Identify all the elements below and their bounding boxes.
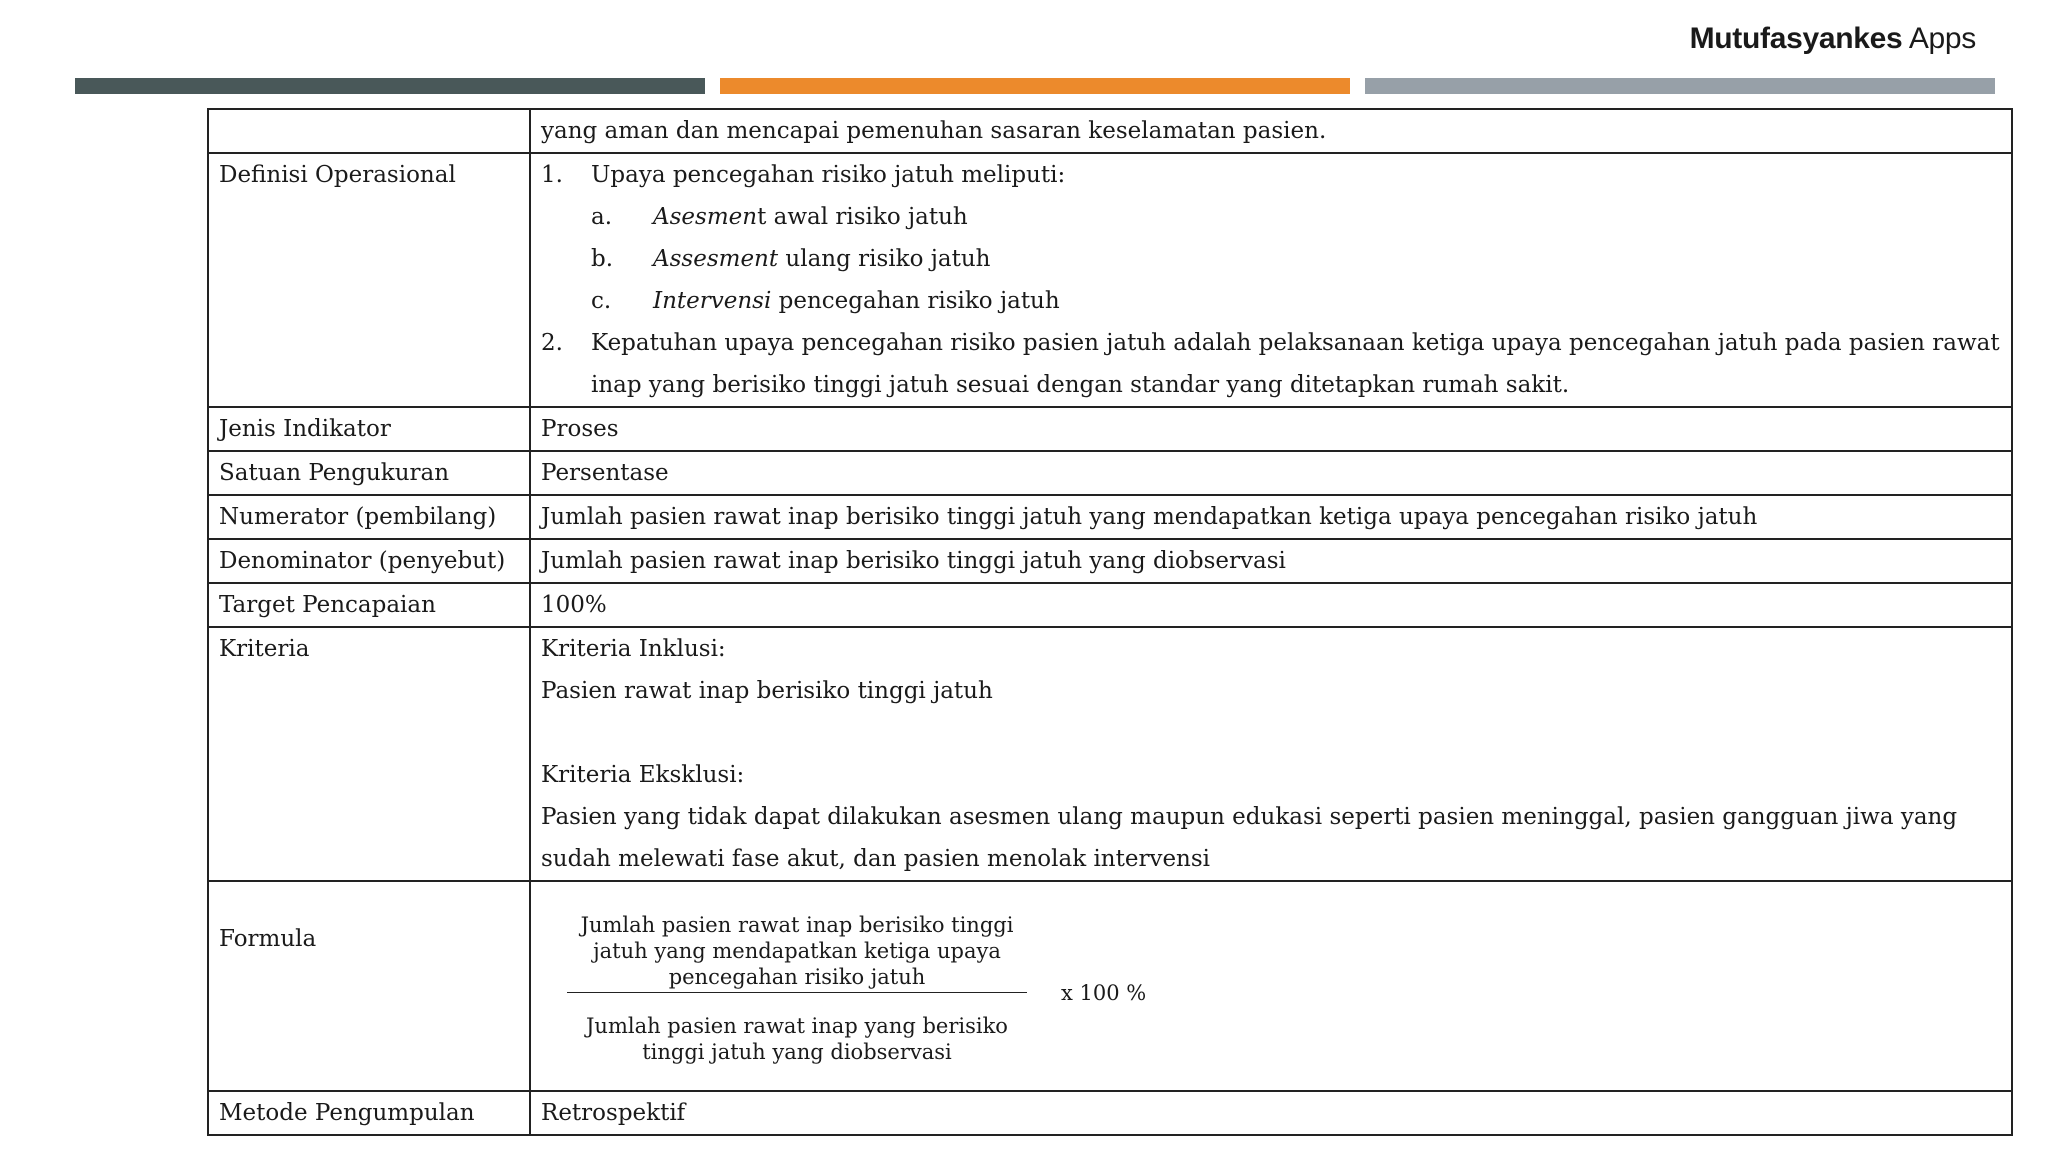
formula-fraction bbox=[567, 912, 1027, 1065]
list-number: 1. bbox=[541, 162, 563, 188]
table-row-numerator bbox=[208, 495, 2012, 539]
brand-title bbox=[1690, 22, 1976, 56]
label-definisi: Definisi Operasional bbox=[208, 153, 530, 407]
sub-list-letter: a. bbox=[591, 204, 613, 230]
list-number: 2. bbox=[541, 330, 563, 356]
sub-list-text: ulang risiko jatuh bbox=[778, 246, 991, 272]
label-denominator: Denominator (penyebut) bbox=[208, 539, 530, 583]
table-row-formula bbox=[208, 881, 2012, 1091]
formula-numerator: Jumlah pasien rawat inap berisiko tinggi jatuh yang mendapatkan ketiga upaya pencegahan risiko jatuh bbox=[567, 912, 1027, 993]
kriteria-inklusi-title: Kriteria Inklusi: bbox=[541, 636, 726, 662]
table-row-satuan bbox=[208, 451, 2012, 495]
formula-multiplier: x 100 % bbox=[1061, 981, 1147, 1005]
list-item bbox=[541, 322, 2001, 406]
table-row-definisi bbox=[208, 153, 2012, 407]
sub-list-text: t awal risiko jatuh bbox=[757, 204, 968, 230]
label-kriteria: Kriteria bbox=[208, 627, 530, 881]
sub-list-letter: c. bbox=[591, 288, 612, 314]
kriteria-inklusi-text: Pasien rawat inap berisiko tinggi jatuh bbox=[541, 678, 993, 704]
table-row bbox=[208, 109, 2012, 153]
sub-list-item bbox=[541, 238, 2001, 280]
sub-list-letter: b. bbox=[591, 246, 614, 272]
list-item bbox=[541, 154, 2001, 196]
value-satuan: Persentase bbox=[530, 451, 2012, 495]
header-bar-orange bbox=[720, 78, 1350, 94]
label-numerator: Numerator (pembilang) bbox=[208, 495, 530, 539]
list-text: Kepatuhan upaya pencegahan risiko pasien jatuh adalah pelaksanaan ketiga upaya pencegahan jatuh pada pasien rawat inap yang berisiko tinggi jatuh sesuai dengan standar yang ditetapkan rumah sakit. bbox=[591, 330, 2000, 398]
sub-list-italic: Intervensi bbox=[653, 288, 772, 314]
header-bar-gray bbox=[1365, 78, 1995, 94]
label-satuan: Satuan Pengukuran bbox=[208, 451, 530, 495]
sub-list-item bbox=[541, 280, 2001, 322]
brand-name-bold: Mutufasyankes bbox=[1689, 22, 1903, 55]
kriteria-eksklusi-text: Pasien yang tidak dapat dilakukan asesmen ulang maupun edukasi seperti pasien meninggal, pasien gangguan jiwa yang sudah melewati fase akut, dan pasien menolak intervensi bbox=[541, 804, 1958, 872]
spacer bbox=[541, 712, 2001, 754]
label-formula: Formula bbox=[219, 926, 317, 952]
kriteria-eksklusi-title: Kriteria Eksklusi: bbox=[541, 762, 745, 788]
label-jenis: Jenis Indikator bbox=[208, 407, 530, 451]
sub-list-text: pencegahan risiko jatuh bbox=[771, 288, 1060, 314]
header-bar-dark bbox=[75, 78, 705, 94]
table-row-denominator bbox=[208, 539, 2012, 583]
label-target: Target Pencapaian bbox=[208, 583, 530, 627]
value-denominator: Jumlah pasien rawat inap berisiko tinggi jatuh yang diobservasi bbox=[530, 539, 2012, 583]
value-numerator: Jumlah pasien rawat inap berisiko tinggi jatuh yang mendapatkan ketiga upaya pencegahan risiko jatuh bbox=[530, 495, 2012, 539]
list-text: Upaya pencegahan risiko jatuh meliputi: bbox=[591, 162, 1066, 188]
sub-list-italic: Asesmen bbox=[653, 204, 758, 230]
sub-list-item bbox=[541, 196, 2001, 238]
label-formula-cell bbox=[208, 881, 530, 1091]
table-cell-label-empty bbox=[208, 109, 530, 153]
value-target: 100% bbox=[530, 583, 2012, 627]
indicator-profile-table bbox=[207, 108, 2013, 1136]
brand-name-light: Apps bbox=[1908, 22, 1976, 55]
value-kriteria bbox=[530, 627, 2012, 881]
table-row-jenis bbox=[208, 407, 2012, 451]
label-metode: Metode Pengumpulan bbox=[208, 1091, 530, 1135]
sub-list-italic: Assesment bbox=[653, 246, 779, 272]
table-row-kriteria bbox=[208, 627, 2012, 881]
table-row-target bbox=[208, 583, 2012, 627]
value-metode: Retrospektif bbox=[530, 1091, 2012, 1135]
value-jenis: Proses bbox=[530, 407, 2012, 451]
value-formula bbox=[530, 881, 2012, 1091]
value-definisi bbox=[530, 153, 2012, 407]
formula-denominator: Jumlah pasien rawat inap yang berisiko tinggi jatuh yang diobservasi bbox=[586, 1014, 1008, 1064]
table-row-metode bbox=[208, 1091, 2012, 1135]
table-cell-continuation: yang aman dan mencapai pemenuhan sasaran keselamatan pasien. bbox=[530, 109, 2012, 153]
